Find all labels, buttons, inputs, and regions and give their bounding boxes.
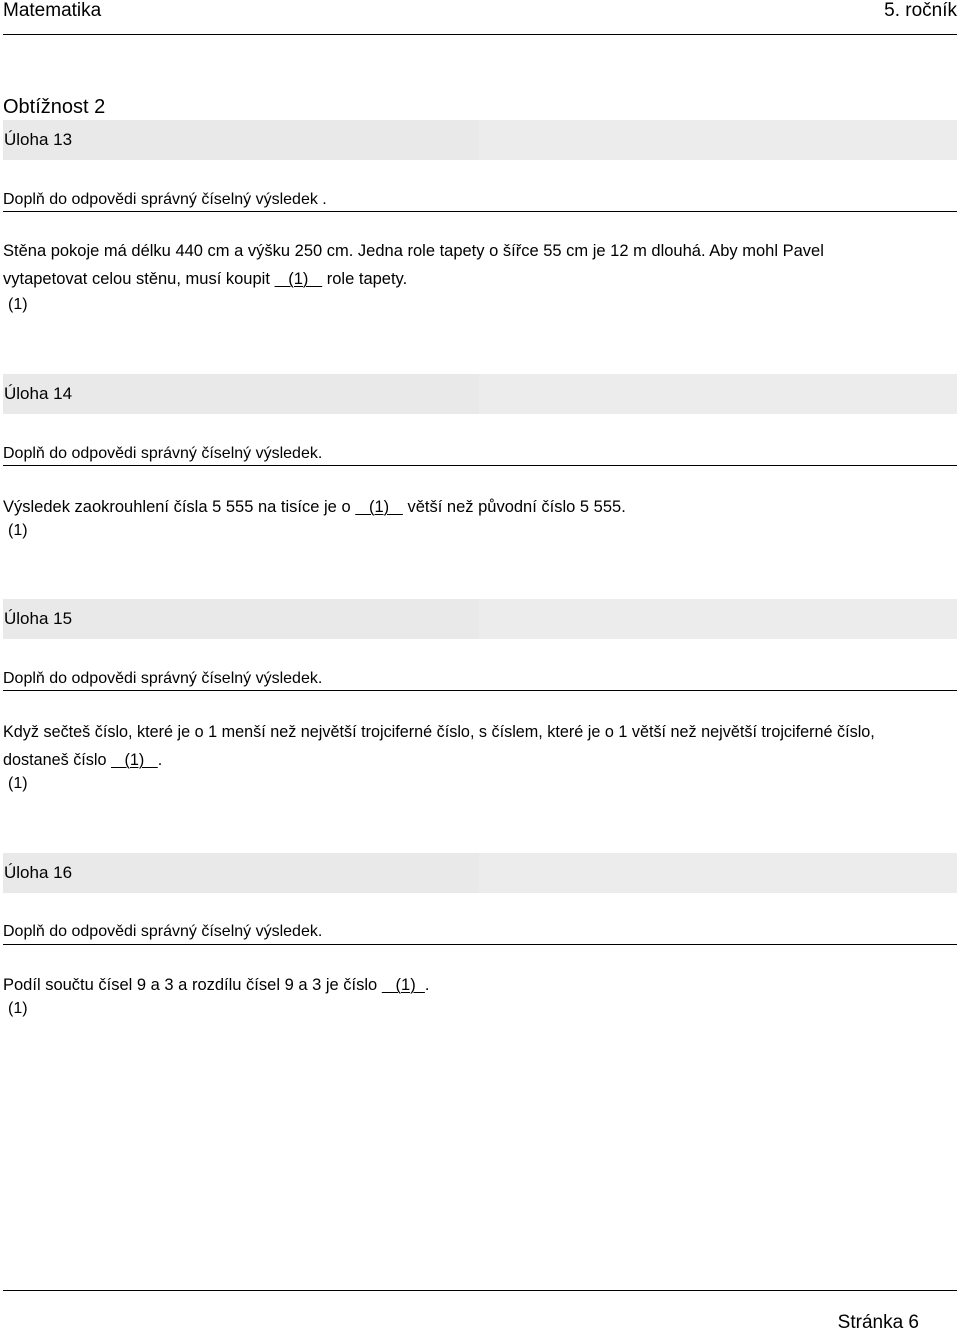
answer-blank[interactable]: (1) [274, 270, 323, 288]
task-text-14 [3, 493, 957, 521]
instruction-rule [3, 690, 957, 691]
task-text-15 [3, 718, 957, 774]
task-text-line: Výsledek zaokrouhlení čísla 5 555 na tisíce je o (1) větší než původní číslo 5 555. [3, 498, 626, 516]
task-text-line: Podíl součtu čísel 9 a 3 a rozdílu čísel 9 a 3 je číslo (1) . [3, 976, 430, 994]
task-text-16 [3, 971, 957, 999]
task-header-13 [3, 120, 957, 160]
answer-blank[interactable]: (1) [110, 751, 158, 769]
task-header-15 [3, 599, 957, 639]
instruction-rule [3, 944, 957, 945]
footer-rule [3, 1290, 957, 1291]
points-label: (1) [8, 296, 28, 313]
points-label: (1) [8, 522, 28, 539]
task-title: Úloha 13 [4, 130, 73, 149]
task-text-line: Stěna pokoje má délku 440 cm a výšku 250 cm. Jedna role tapety o šířce 55 cm je 12 m dlouhá. Aby mohl Pavel [3, 242, 824, 260]
task-instruction: Doplň do odpovědi správný číselný výsledek. [3, 923, 323, 940]
header-grade: 5. ročník [884, 0, 957, 21]
points-label: (1) [8, 1000, 28, 1017]
task-text-13 [3, 237, 957, 293]
header-rule [3, 34, 957, 35]
task-instruction: Doplň do odpovědi správný číselný výsledek . [3, 191, 327, 208]
task-title: Úloha 15 [4, 609, 73, 628]
task-title: Úloha 14 [4, 384, 73, 403]
task-text-line: vytapetovat celou stěnu, musí koupit (1) role tapety. [3, 270, 408, 288]
task-title: Úloha 16 [4, 863, 73, 882]
instruction-rule [3, 211, 957, 212]
points-label: (1) [8, 775, 28, 792]
instruction-rule [3, 465, 957, 466]
header-subject: Matematika [3, 0, 102, 21]
task-instruction: Doplň do odpovědi správný číselný výsledek. [3, 445, 323, 462]
answer-blank[interactable]: (1) [355, 498, 403, 516]
difficulty-heading: Obtížnost 2 [3, 96, 106, 118]
task-text-line: Když sečteš číslo, které je o 1 menší než největší trojciferné číslo, s číslem, které je o 1 větší než největší trojciferné číslo, [3, 723, 875, 741]
task-text-line: dostaneš číslo (1) . [3, 751, 163, 769]
task-instruction: Doplň do odpovědi správný číselný výsledek. [3, 670, 323, 687]
page-number: Stránka 6 [837, 1312, 919, 1333]
task-header-14 [3, 374, 957, 414]
task-header-16 [3, 853, 957, 893]
answer-blank[interactable]: (1) [381, 976, 425, 994]
